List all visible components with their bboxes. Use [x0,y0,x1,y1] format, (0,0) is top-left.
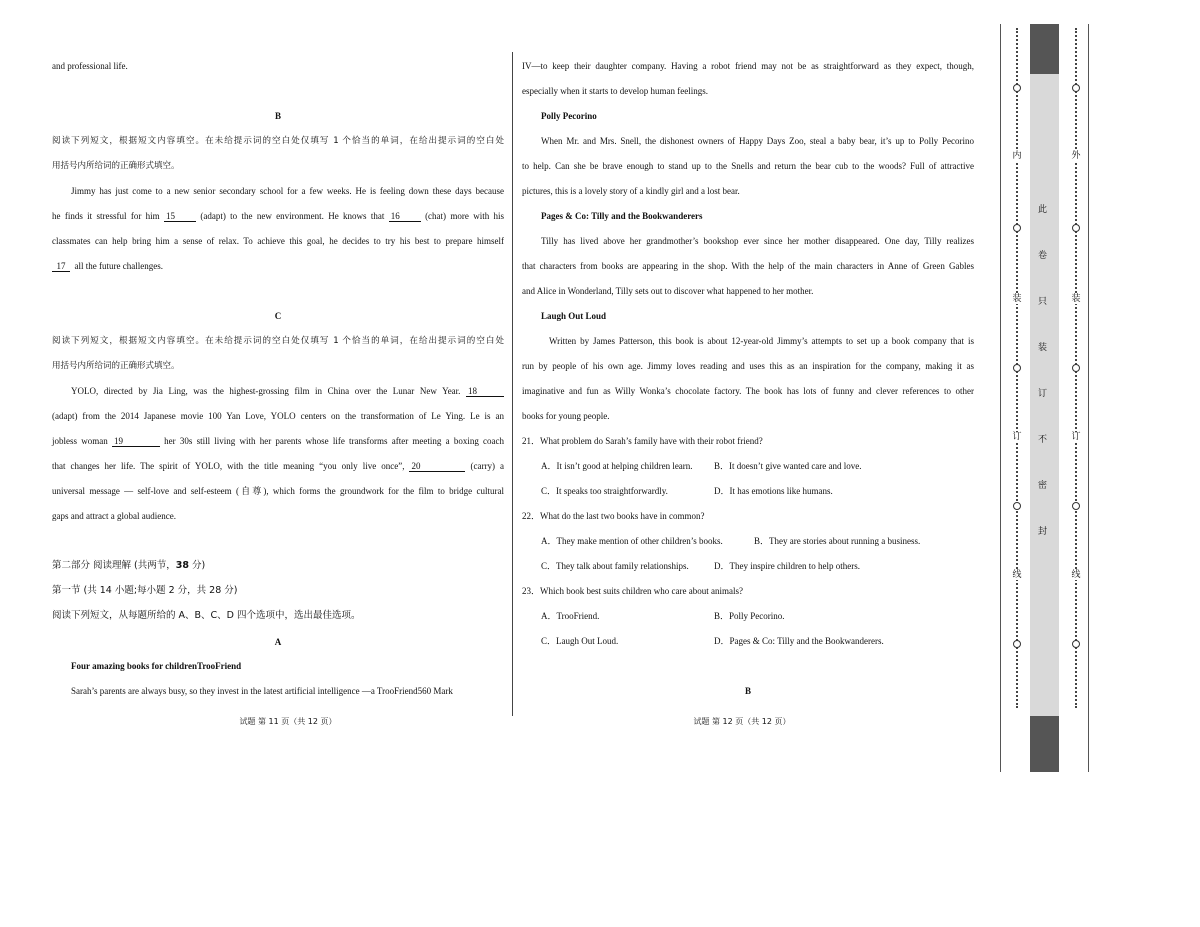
circle-mark [1013,640,1021,648]
option-c: C．Laugh Out Loud. [541,636,619,646]
circle-mark [1072,364,1080,372]
blank-16: 16 [389,211,421,222]
passage-a-title: Four amazing books for childrenTrooFriend [71,661,242,671]
text-fragment: (carry) a [470,461,505,471]
section-c-heading: C [274,311,282,321]
book-paragraph-line: run by people of his own age. Jimmy loves reading and uses this as an inspiration for the company, making it as [522,361,974,371]
option-d: D．They inspire children to help others. [714,561,860,571]
section-b-paragraph-line: Jimmy has just come to a new senior secondary school for a few weeks. He is feeling down these days because [71,186,504,196]
section-c-paragraph-line: gaps and attract a global audience. [52,511,176,521]
passage-a-paragraph-line: Sarah’s parents are always busy, so they invest in the latest artificial intelligence —a TrooFriend560 Mark [71,686,453,696]
band-char: 卷 [1038,251,1048,261]
text-fragment: (chat) more with his [425,211,505,221]
option-c: C．It speaks too straightforwardly. [541,486,668,496]
inner-label-char: 线 [1010,570,1024,580]
text-fragment: all the future challenges. [74,261,163,271]
question-21-options [522,485,974,497]
section-c-paragraph-line [52,385,504,397]
passage-b-heading: B [744,686,751,696]
section-b-instruction-2: 用括号内所给词的正确形式填空。 [52,161,180,171]
question-21: 21．What problem do Sarah’s family have with their robot friend? [522,436,763,446]
option-b: B．They are stories about running a business. [754,536,921,546]
question-23-options [522,610,974,622]
text-fragment: her 30s still living with her parents whose life transforms after meeting a boxing coach [164,436,505,446]
strip-border-right [1088,24,1089,772]
passage-a-heading: A [274,637,282,647]
band-char: 封 [1038,527,1048,537]
section-c-paragraph-line [52,460,504,472]
book-paragraph-line: to help. Can she be brave enough to stand up to the Snells and return the bear cub to the woods? Full of attractive [522,161,974,171]
section-one-title: 第一节 (共 14 小题;每小题 2 分，共 28 分) [52,585,238,596]
option-b: B．It doesn’t give wanted care and love. [714,461,862,471]
option-d: D．It has emotions like humans. [714,486,833,496]
passage-a-paragraph-line: IV—to keep their daughter company. Having a robot friend may not be as straightforward as they expect, though, [522,61,974,71]
circle-mark [1072,224,1080,232]
text-fragment: YOLO, directed by Jia Ling, was the highest-grossing film in China over the Lunar New Year. [71,386,461,396]
blank-19: 19 [112,436,160,447]
strip-border-left [1000,24,1001,772]
continued-text: and professional life. [52,61,128,71]
column-divider [512,52,513,716]
option-c: C．They talk about family relationships. [541,561,689,571]
blank-20: 20 [409,461,465,472]
circle-mark [1013,224,1021,232]
option-a: A．They make mention of other children’s books. [541,536,723,546]
circle-mark [1013,364,1021,372]
blank-15: 15 [164,211,196,222]
band-char: 密 [1038,481,1048,491]
book-paragraph-line: and Alice in Wonderland, Tilly sets out to discover what happened to her mother. [522,286,814,296]
band-char: 装 [1038,343,1048,353]
band-cap-bottom [1030,716,1059,772]
section-b-paragraph-line: classmates can help bring him a sense of relax. To achieve this goal, he decides to try his best to prepare himself [52,236,504,246]
book-title-polly: Polly Pecorino [541,111,597,121]
question-22: 22．What do the last two books have in common? [522,511,705,521]
section-b-heading: B [274,111,281,121]
book-paragraph-line: that characters from books are appearing in the shop. With the help of the main characters in Anne of Green Gables [522,261,974,271]
question-21-options [522,460,974,472]
section-c-paragraph-line [52,435,504,447]
outer-label-char: 订 [1069,432,1083,442]
inner-label-char: 装 [1010,294,1024,304]
question-22-options [522,560,974,572]
text-fragment: 分) [188,560,206,571]
band-char: 订 [1038,389,1048,399]
book-paragraph-line: imaginative and fun as Willy Wonka’s chocolate factory. The book has lots of funny and clever references to other [522,386,974,396]
text-fragment: 第二部分 阅读理解 (共两节， [52,560,176,571]
blank-18: 18 [466,386,504,397]
circle-mark [1072,502,1080,510]
band-cap-top [1030,24,1059,74]
passage-a-paragraph-line: especially when it starts to develop human feelings. [522,86,708,96]
option-d: D．Pages & Co: Tilly and the Bookwanderers. [714,636,884,646]
question-23-options [522,635,974,647]
circle-mark [1013,84,1021,92]
section-c-instruction: 阅读下列短文，根据短文内容填空。在未给提示词的空白处仅填写 1 个恰当的单词，在给出提示词的空白处 [52,336,504,346]
band-char: 此 [1038,205,1048,215]
inner-label-char: 内 [1010,151,1024,161]
book-title-pages-co: Pages & Co: Tilly and the Bookwanderers [541,211,703,221]
band-char: 不 [1038,435,1048,445]
option-b: B．Polly Pecorino. [714,611,785,621]
blank-17: 17 [52,261,70,272]
part-two-title [52,560,504,572]
section-b-instruction: 阅读下列短文，根据短文内容填空。在未给提示词的空白处仅填写 1 个恰当的单词，在给出提示词的空白处 [52,136,504,146]
text-fragment: he finds it stressful for him [52,211,160,221]
circle-mark [1013,502,1021,510]
outer-label-char: 外 [1069,151,1083,161]
circle-mark [1072,640,1080,648]
book-paragraph-line: pictures, this is a lovely story of a kindly girl and a lost bear. [522,186,740,196]
book-paragraph-line: When Mr. and Mrs. Snell, the dishonest owners of Happy Days Zoo, steal a baby bear, it’s up to Polly Pecorino [541,136,974,146]
outer-label-char: 装 [1069,294,1083,304]
book-title-laugh-out-loud: Laugh Out Loud [541,311,607,321]
circle-mark [1072,84,1080,92]
section-b-paragraph-line [52,260,504,272]
outer-label-char: 线 [1069,570,1083,580]
question-22-options [522,535,974,547]
text-fragment: (adapt) to the new environment. He knows that [200,211,385,221]
book-paragraph-line: Written by James Patterson, this book is about 12-year-old Jimmy’s attempts to set up a book company that is [549,336,974,346]
text-fragment: jobless woman [52,436,108,446]
inner-label-char: 订 [1010,432,1024,442]
section-c-instruction-2: 用括号内所给词的正确形式填空。 [52,361,180,371]
binding-strip [1000,24,1090,772]
section-one-instruction: 阅读下列短文，从每题所给的 A、B、C、D 四个选项中，选出最佳选项。 [52,610,361,621]
text-fragment: that changes her life. The spirit of YOLO, with the title meaning “you only live once”, [52,461,405,471]
question-23: 23．Which book best suits children who care about animals? [522,586,743,596]
page-footer-12: 试题 第 12 页（共 12 页） [693,717,791,726]
page-footer-11: 试题 第 11 页（共 12 页） [239,717,337,726]
section-b-paragraph-line [52,210,504,222]
book-paragraph-line: books for young people. [522,411,610,421]
option-a: A．TrooFriend. [541,611,600,621]
score: 38 [175,560,189,571]
section-c-paragraph-line: universal message — self-love and self-esteem (自尊), which forms the groundwork for the film to bridge cultural [52,486,504,496]
section-c-paragraph-line: (adapt) from the 2014 Japanese movie 100 Yan Love, YOLO centers on the transformation of Le Ying. Le is an [52,411,504,421]
book-paragraph-line: Tilly has lived above her grandmother’s bookshop ever since her mother disappeared. One day, Tilly realizes [541,236,974,246]
option-a: A．It isn’t good at helping children learn. [541,461,693,471]
band-char: 只 [1038,297,1048,307]
